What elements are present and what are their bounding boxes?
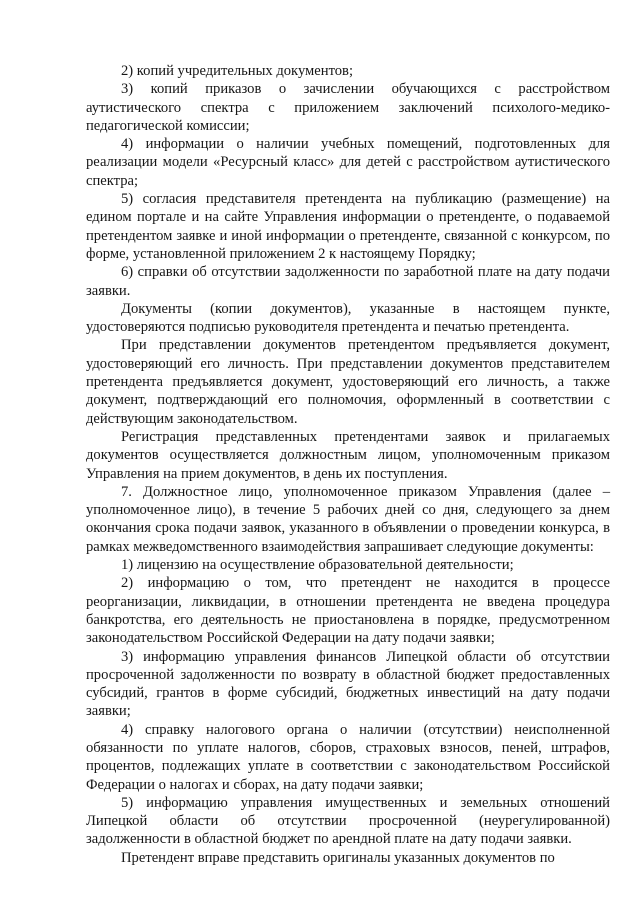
document-body	[86, 62, 610, 867]
paragraph-enrollment-orders: 3) копий приказов о зачислении обучающихся с расстройством аутистического спектра с приложением заключений психолого-медико-педагогической комиссии;	[86, 81, 610, 134]
paragraph-publication-consent: 5) согласия представителя претендента на публикацию (размещение) на едином портале и на сайте Управления информации о претенденте, о подаваемой претендентом заявке и иной информации о претенденте, связанной с конкурсом, по форме, установленной приложением 2 к настоящему Порядку;	[86, 191, 610, 262]
paragraph-classroom-info: 4) информации о наличии учебных помещений, подготовленных для реализации модели «Ресурсный класс» для детей с расстройством аутистического спектра;	[86, 136, 610, 189]
paragraph-registration: Регистрация представленных претендентами заявок и прилагаемых документов осуществляется должностным лицом, уполномоченным приказом Управления на прием документов, в день их поступления.	[86, 428, 610, 482]
paragraph-originals: Претендент вправе представить оригиналы указанных документов по	[121, 849, 555, 866]
paragraph-copies-founding-docs: 2) копий учредительных документов;	[121, 63, 353, 79]
paragraph-salary-debt-certificate: 6) справки об отсутствии задолженности по заработной плате на дату подачи заявки.	[86, 264, 610, 299]
paragraph-reorganization-info: 2) информацию о том, что претендент не находится в процессе реорганизации, ликвидации, в отношении претендента не введена процедура банкротства, его деятельность не приостановлена в порядке, предусмотренном законодательством Российской Федерации на дату подачи заявки;	[86, 575, 610, 647]
paragraph-documents-certification: Документы (копии документов), указанные в настоящем пункте, удостоверяются подписью руководителя претендента и печатью претендента.	[86, 300, 610, 336]
paragraph-license: 1) лицензию на осуществление образовательной деятельности;	[121, 557, 514, 574]
paragraph-tax-certificate: 4) справку налогового органа о наличии (отсутствии) неисполненной обязанности по уплате налогов, сборов, страховых взносов, пеней, штрафов, процентов, подлежащих уплате в соответствии с законодательством Российской Федерации о налогах и сборах, на дату подачи заявки;	[86, 721, 610, 793]
paragraph-identity-documents: При представлении документов претендентом предъявляется документ, удостоверяющий его личность. При представлении документов представителем претендента предъявляется документ, удостоверяющий его личность, а также документ, подтверждающий его полномочия, оформленный в соответствии с действующим законодательством.	[86, 337, 610, 427]
paragraph-finance-info: 3) информацию управления финансов Липецкой области об отсутствии просроченной задолженности по возврату в областной бюджет предоставленных субсидий, грантов в форме субсидий, бюджетных инвестиций на дату подачи заявки;	[86, 648, 610, 720]
paragraph-clause-7: 7. Должностное лицо, уполномоченное приказом Управления (далее – уполномоченное лицо), в течение 5 рабочих дней со дня, следующего за днем окончания срока подачи заявок, указанного в объявлении о проведении конкурса, в рамках межведомственного взаимодействия запрашивает следующие документы:	[86, 483, 610, 555]
paragraph-property-info: 5) информацию управления имущественных и земельных отношений Липецкой области об отсутствии просроченной (неурегулированной) задолженности в областной бюджет по арендной плате на дату подачи заявки.	[86, 794, 610, 848]
